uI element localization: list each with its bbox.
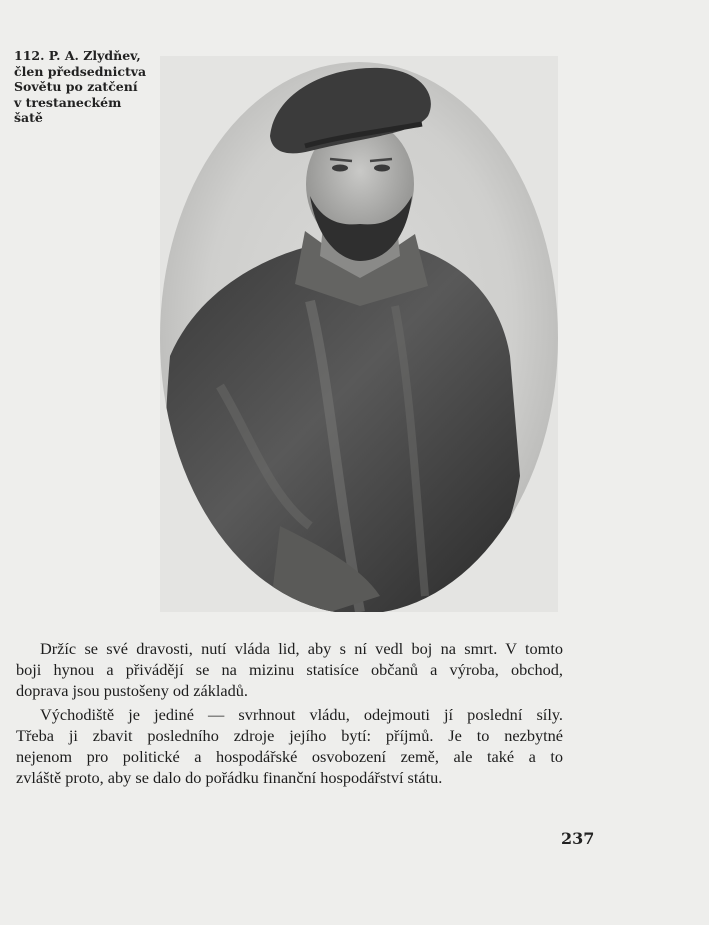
paragraph (16, 638, 563, 702)
caption-line: Sovětu po zatčení (14, 79, 138, 94)
caption-line: 112. P. A. Zlydňev, (14, 48, 141, 63)
body-text (16, 638, 563, 788)
portrait-photograph-icon (160, 56, 558, 612)
text-line: doprava jsou pustošeny od základů. (16, 681, 248, 701)
text-line: nejenom pro politické a hospodářské osvobození země, ale také a to (16, 747, 563, 767)
text-line: Držíc se své dravosti, nutí vláda lid, aby s ní vedl boj na smrt. V tomto (40, 639, 563, 658)
photo-caption (14, 48, 146, 126)
text-line: Východiště je jediné — svrhnout vládu, odejmouti jí poslední síly. (40, 704, 563, 724)
portrait-photograph (160, 56, 558, 612)
text-line: boji hynou a přivádějí se na mizinu statisíce občanů a výroba, obchod, (16, 660, 563, 680)
caption-line: člen předsednictva (14, 63, 147, 79)
text-line: zvláště proto, aby se dalo do pořádku finanční hospodářství státu. (16, 768, 443, 788)
page-number: 237 (561, 829, 595, 848)
caption-line: šatě (14, 110, 43, 125)
text-line: Třeba ji zbavit posledního zdroje jejího bytí: příjmů. Je to nezbytné (16, 725, 563, 745)
caption-line: v trestaneckém (14, 94, 122, 110)
paragraph (16, 704, 563, 789)
